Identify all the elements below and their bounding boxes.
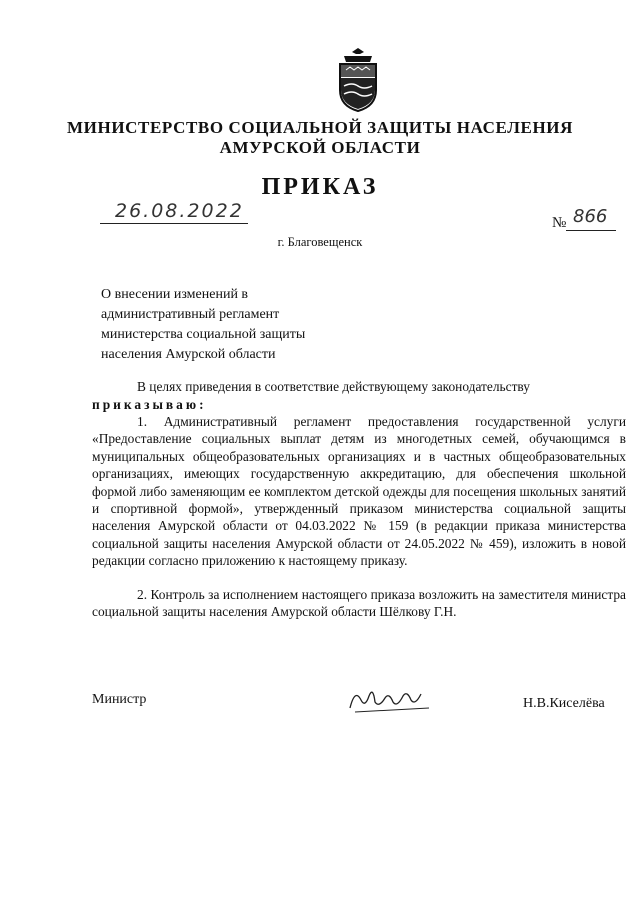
- date-underline: [100, 223, 248, 224]
- number-label: №: [552, 215, 567, 231]
- subject-line: О внесении изменений в: [101, 287, 249, 302]
- item-2-paragraph: 2. Контроль за исполнением настоящего приказа возложить на заместителя министра социальной защиты населения Амурской области Шёлкову Г.Н.: [92, 587, 626, 620]
- order-word-text: приказываю:: [92, 397, 207, 412]
- coat-of-arms-icon: [330, 48, 386, 112]
- order-date: 26.08.2022: [115, 200, 244, 222]
- item-1-paragraph: 1. Административный регламент предоставления государственной услуги «Предоставление социальных выплат детям из многодетных семей, обучающимся в муниципальных общеобразовательных организациях и в частных общеобразовательных организациях, имеющих государственную аккредитацию, для обеспечения школьной формой либо заменяющим ее комплектом детской одежды для посещения школьных занятий и спортивной формой», утвержденный приказом министерства социальной защиты населения Амурской области от 04.03.2022 № 159 (в редакции приказа министерства социальной защиты населения Амурской области от 24.05.2022 № 459), изложить в новой редакции согласно приложению к настоящему приказу.: [92, 414, 626, 569]
- intro-paragraph: В целях приведения в соответствие действующему законодательству: [137, 379, 530, 394]
- handwritten-signature: [345, 678, 435, 718]
- subject-line: административный регламент: [101, 307, 280, 322]
- order-subject: [101, 285, 361, 365]
- number-underline: [566, 230, 616, 231]
- region-name: АМУРСКОЙ ОБЛАСТИ: [219, 138, 421, 157]
- ministry-name: МИНИСТЕРСТВО СОЦИАЛЬНОЙ ЗАЩИТЫ НАСЕЛЕНИЯ: [67, 118, 573, 137]
- signatory-name: Н.В.Киселёва: [523, 696, 605, 711]
- order-word: [92, 396, 626, 413]
- subject-line: министерства социальной защиты: [101, 327, 306, 342]
- signatory-position: Министр: [92, 692, 147, 707]
- city: г. Благовещенск: [277, 235, 363, 249]
- document-title: ПРИКАЗ: [261, 174, 379, 200]
- subject-line: населения Амурской области: [101, 347, 276, 362]
- order-number: 866: [573, 206, 608, 227]
